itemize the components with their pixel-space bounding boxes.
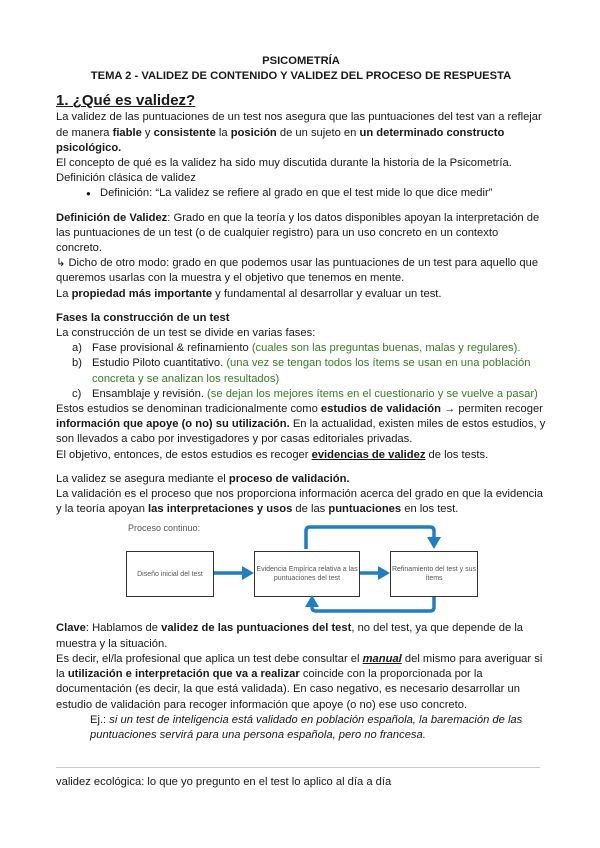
diagram-box-initial-design: Diseño inicial del test	[126, 551, 214, 597]
phases-intro: La construcción de un test se divide en varias fases:	[56, 327, 316, 340]
diagram-box-empirical-evidence: Evidencia Empírica relativa a las puntuaciones del test	[254, 551, 360, 597]
phase-item: c) Ensamblaje y revisión. (se dejan los mejores ítems en el cuestionario y se vuelve a pasar)	[72, 387, 538, 400]
diagram-arrows	[56, 521, 546, 617]
arrow-down-icon	[427, 537, 441, 549]
process-diagram	[56, 521, 546, 617]
document-subtitle: TEMA 2 - VALIDEZ DE CONTENIDO Y VALIDEZ DEL PROCESO DE RESPUESTA	[90, 70, 512, 83]
classic-definition-list	[56, 186, 546, 201]
classic-definition-item: ● Definición: “La validez se refiere al grado en que el test mide lo que dice medir”	[86, 186, 546, 201]
intro-paragraph: La validez de las puntuaciones de un test nos asegura que las puntuaciones del test van a reflejar de manera fiable y consistente la posición de un sujeto en un determinado constructo psicológico.	[56, 111, 542, 154]
validation-process-paragraph: La validez se asegura mediante el proceso de validación.	[56, 472, 350, 485]
validity-definition: Definición de Validez: Grado en que la teoría y los datos disponibles apoyan la interpretación de las puntuaciones de un test (o de cualquier registro) para un uso concreto en un contexto concreto.	[56, 211, 540, 255]
property-paragraph: La propiedad más importante y fundamental al desarrollar y evaluar un test.	[56, 287, 442, 300]
diagram-label: Proceso continuo:	[128, 523, 201, 534]
phase-item: a) Fase provisional & refinamiento (cuales son las preguntas buenas, malas y regulares).	[72, 342, 521, 355]
studies-paragraph: Estos estudios se denominan tradicionalmente como estudios de validación → permiten recoger información que apoye (o no) su utilización. En la actualidad, existen miles de estos estudios, y son llevados a cabo por investigadores y por casas editoriales privadas.	[56, 403, 546, 446]
diagram-box-refinement: Refinamiento del test y sus ítems	[390, 551, 478, 597]
document-page	[56, 54, 546, 743]
arrow-right-icon	[242, 566, 254, 580]
arrow-right-icon	[378, 566, 390, 580]
objective-paragraph: El objetivo, entonces, de estos estudios es recoger evidencias de validez de los tests.	[56, 448, 489, 461]
section-heading: 1. ¿Qué es validez?	[56, 92, 196, 110]
footer-note: validez ecológica: lo que yo pregunto en el test lo aplico al día a día	[56, 776, 392, 788]
other-words-paragraph: ↳ Dicho de otro modo: grado en que podemos usar las puntuaciones de un test para aquello que queremos usarlas con la muestra y el objetivo que tenemos en mente.	[56, 257, 539, 285]
example-paragraph: Ej.: si un test de inteligencia está validado en población española, la baremación de las puntuaciones servirá para una persona española, pero no francesa.	[90, 713, 523, 741]
phases-list	[56, 341, 546, 402]
phases-title: Fases la construcción de un test	[56, 311, 230, 324]
validation-definition-paragraph: La validación es el proceso que nos proporciona información acerca del grado en que la evidencia y la teoría apoyan las interpretaciones y usos de las puntuaciones en los test.	[56, 488, 543, 516]
classic-definition-label: Definición clásica de validez	[56, 172, 196, 185]
professional-paragraph: Es decir, el/la profesional que aplica un test debe consultar el manual del mismo para averiguar si la utilización e interpretación que va a realizar coincide con la proporcionada por la documentación (es decir, la que está validada). En caso negativo, es necesario desarrollar un estudio de validación para recoger información que apoye (o no) ese uso concreto.	[56, 652, 543, 711]
document-title: PSICOMETRÍA	[262, 55, 340, 67]
arrow-up-icon	[305, 595, 319, 607]
key-paragraph: Clave: Hablamos de validez de las puntuaciones del test, no del test, ya que depende de la muestra y la situación.	[56, 622, 524, 650]
phase-item: b) Estudio Piloto cuantitativo. (una vez se tengan todos los ítems se usan en una población concreta y se analizan los resultados)	[72, 357, 531, 385]
concept-paragraph: El concepto de qué es la validez ha sido muy discutida durante la historia de la Psicometría.	[56, 157, 512, 170]
divider	[56, 767, 540, 768]
